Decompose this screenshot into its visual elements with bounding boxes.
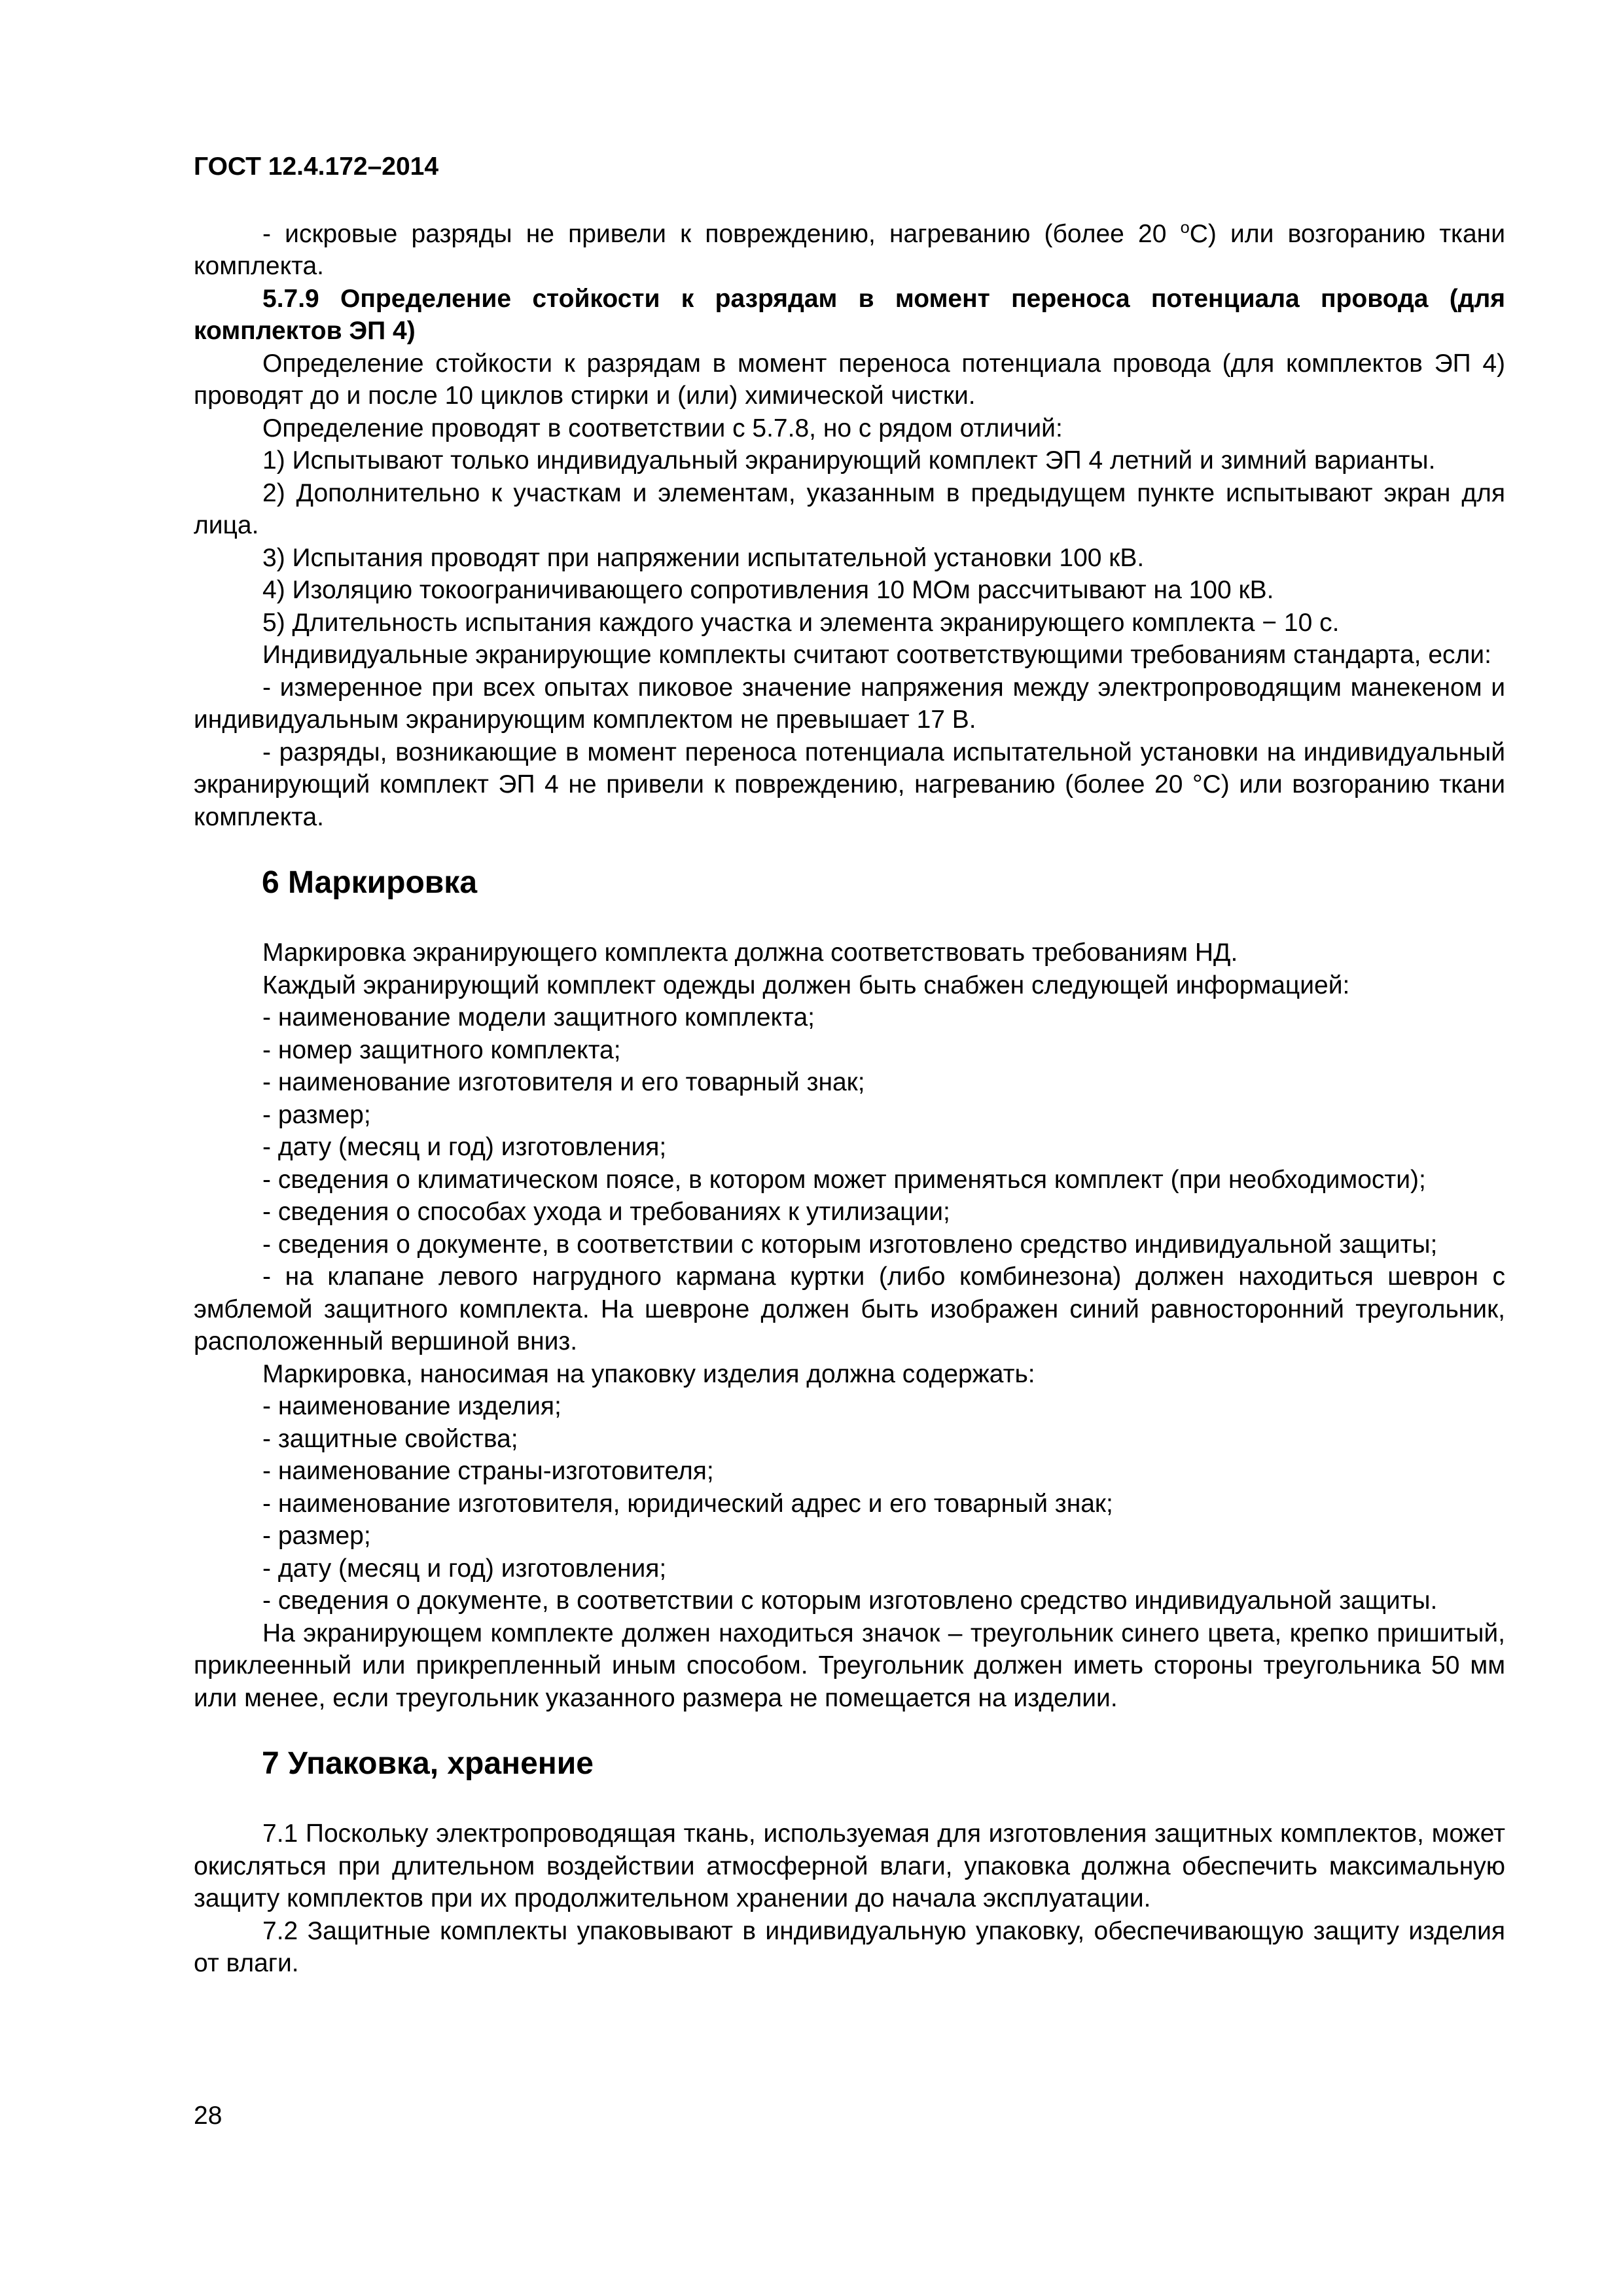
section-heading-7: 7 Упаковка, хранение xyxy=(262,1746,594,1782)
list-item: - размер; xyxy=(262,1522,371,1551)
page-number: 28 xyxy=(194,2102,223,2130)
paragraph: - искровые разряды не привели к повреждению, нагреванию (более 20 $^о$С) или возгоранию ткани комплекта. xyxy=(194,219,1505,281)
list-item: - разряды, возникающие в момент переноса потенциала испытательной установки на индивидуальный экранирующий комплект ЭП 4 не привели к повреждению, нагреванию (более 20 °С) или возгоранию ткани комплекта. xyxy=(194,738,1505,831)
list-item: - сведения о климатическом поясе, в котором может применяться комплект (при необходимости); xyxy=(262,1165,1426,1194)
list-item: - наименование модели защитного комплекта; xyxy=(262,1003,815,1032)
paragraph: Индивидуальные экранирующие комплекты считают соответствующими требованиям стандарта, если: xyxy=(262,641,1491,670)
paragraph: Определение проводят в соответствии с 5.7.8, но с рядом отличий: xyxy=(262,414,1063,442)
list-item: - измеренное при всех опытах пиковое значение напряжения между электропроводящим манекеном и индивидуальным экранирующим комплектом не превышает 17 В. xyxy=(194,673,1505,734)
list-item: - наименование изделия; xyxy=(262,1392,562,1421)
list-item: 5) Длительность испытания каждого участка и элемента экранирующего комплекта − 10 с. xyxy=(262,608,1340,637)
paragraph: Маркировка, наносимая на упаковку изделия должна содержать: xyxy=(262,1359,1035,1388)
paragraph: Определение стойкости к разрядам в момент переноса потенциала провода (для комплектов ЭП 4) проводят до и после 10 циклов стирки и (или) химической чистки. xyxy=(194,349,1505,410)
list-item: - дату (месяц и год) изготовления; xyxy=(262,1554,667,1583)
degree-superscript: о xyxy=(1180,219,1190,237)
document-body xyxy=(194,212,1505,1980)
list-item: - сведения о способах ухода и требованиях к утилизации; xyxy=(262,1198,950,1227)
subsection-heading-5-7-9: 5.7.9 Определение стойкости к разрядам в момент переноса потенциала провода (для комплектов ЭП 4) xyxy=(194,284,1505,346)
list-item: - сведения о документе, в соответствии с которым изготовлено средство индивидуальной защиты. xyxy=(262,1587,1438,1615)
paragraph: 7.1 Поскольку электропроводящая ткань, используемая для изготовления защитных комплектов, может окисляться при длительном воздействии атмосферной влаги, упаковка должна обеспечить максимальную защиту комплектов при их продолжительном хранении до начала эксплуатации. xyxy=(194,1820,1505,1913)
list-item: 1) Испытывают только индивидуальный экранирующий комплект ЭП 4 летний и зимний варианты. xyxy=(262,446,1436,475)
list-item: - наименование страны-изготовителя; xyxy=(262,1457,714,1486)
list-item: - размер; xyxy=(262,1100,371,1129)
list-item: - сведения о документе, в соответствии с которым изготовлено средство индивидуальной защиты; xyxy=(262,1230,1438,1259)
list-item: 3) Испытания проводят при напряжении испытательной установки 100 кВ. xyxy=(262,543,1145,572)
list-item: - на клапане левого нагрудного кармана куртки (либо комбинезона) должен находиться шеврон с эмблемой защитного комплекта. На шевроне должен быть изображен синий равносторонний треугольник, расположенный вершиной вниз. xyxy=(194,1263,1505,1356)
list-item: - наименование изготовителя, юридический адрес и его товарный знак; xyxy=(262,1489,1113,1518)
paragraph: Маркировка экранирующего комплекта должна соответствовать требованиям НД. xyxy=(262,939,1238,967)
list-item: 2) Дополнительно к участкам и элементам, указанным в предыдущем пункте испытывают экран для лица. xyxy=(194,478,1505,540)
list-item: - защитные свойства; xyxy=(262,1424,518,1453)
paragraph: На экранирующем комплекте должен находиться значок – треугольник синего цвета, крепко пришитый, приклеенный или прикрепленный иным способом. Треугольник должен иметь стороны треугольника 50 мм или менее, если треугольник указанного размера не помещается на изделии. xyxy=(194,1619,1505,1712)
paragraph: 7.2 Защитные комплекты упаковывают в индивидуальную упаковку, обеспечивающую защиту изделия от влаги. xyxy=(194,1916,1505,1978)
section-heading-6: 6 Маркировка xyxy=(262,865,478,901)
list-item: - дату (месяц и год) изготовления; xyxy=(262,1133,667,1162)
list-item: 4) Изоляцию токоограничивающего сопротивления 10 МОм рассчитывают на 100 кВ. xyxy=(262,576,1274,605)
list-item: - номер защитного комплекта; xyxy=(262,1035,621,1064)
list-item: - наименование изготовителя и его товарный знак; xyxy=(262,1068,865,1097)
paragraph: Каждый экранирующий комплект одежды должен быть снабжен следующей информацией: xyxy=(262,971,1350,999)
document-header: ГОСТ 12.4.172–2014 xyxy=(194,152,439,181)
